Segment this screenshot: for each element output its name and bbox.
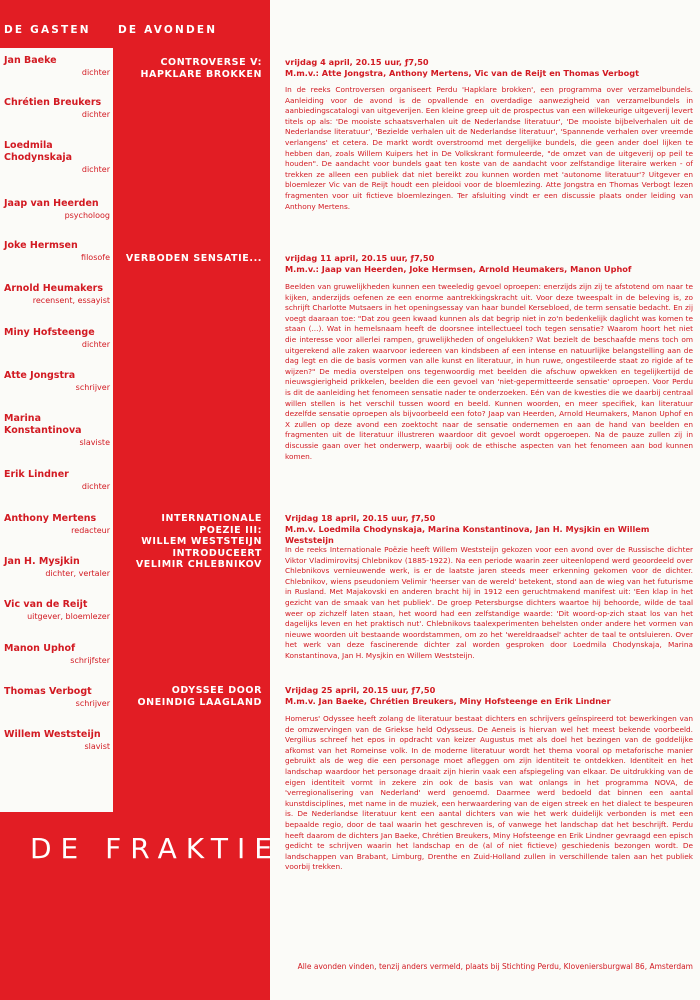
guest-name: Arnold Heumakers — [4, 283, 104, 294]
evening-date: vrijdag 4 april, 20.15 uur, ƒ7,50 — [285, 57, 429, 67]
header-gasten: DE GASTEN — [4, 24, 91, 36]
guest-name: Thomas Verbogt — [4, 686, 92, 697]
evening-body: In de reeks Internationale Poëzie heeft Willem Weststeijn gekozen voor een avond over de Russische dichter Viktor Vladimirovitsj Chlebnikov (1885-1922). Na een periode waarin zeer uiteenlopend werd geoordeeld over Chlebnikovs vernieuwende werk, is er de laatste jaren steeds meer erkenning gekomen voor de dichter. Chlebnikov, wiens pseudoniem Velimir 'heerser van de wereld' betekent, stond aan de wieg van het futurisme in Rusland. Met Majakovski en anderen bracht hij in 1912 een geruchtmakend manifest uit: 'Een klap in het gezicht van de smaak van het publiek'. De groep Petersburgse dichters waartoe hij behoorde, wilde de taal weer op zichzelf laten staan, het woord had een zelfstandige waarde: 'Dit woord-op-zich staat los van het dagelijks leven en het praktisch nut'. Chlebnikovs taalexperimenten behelsten onder andere het vormen van nieuwe woorden uit bestaande woordstammen, om zo het 'wereldraadsel' achter de taal te ontsluieren. Over het werk van deze fascinerende dichter zal worden gesproken door Loedmila Chodynskaja, Marina Konstantinova, Jan H. Mysjkin en Willem Weststeijn. — [285, 545, 693, 660]
heading-line: HAPKLARE BROKKEN — [140, 68, 262, 80]
guest-role: redacteur — [71, 526, 110, 535]
evening-with: M.m.v. Jan Baeke, Chrétien Breukers, Miny Hofsteenge en Erik Lindner — [285, 696, 611, 706]
guest-item — [4, 240, 110, 263]
guest-role: filosofe — [81, 253, 110, 262]
guest-role: psycholoog — [64, 211, 110, 220]
guest-name: Marina Konstantinova — [4, 413, 82, 436]
heading-line: ODYSSEE DOOR — [171, 685, 262, 696]
guest-role: recensent, essayist — [32, 296, 110, 305]
guest-item — [4, 729, 110, 752]
guest-name: Vic van de Reijt — [4, 599, 88, 610]
guest-role: slaviste — [79, 438, 110, 447]
evening-meta — [285, 57, 693, 79]
guest-name: Jan H. Mysjkin — [4, 556, 80, 567]
evening-meta — [285, 253, 693, 275]
guest-role: dichter — [81, 68, 110, 77]
heading-line: INTERNATIONALE — [161, 513, 262, 524]
guest-name: Miny Hofsteenge — [4, 327, 95, 338]
guest-name: Manon Uphof — [4, 643, 76, 654]
evening-date: vrijdag 11 april, 20.15 uur, ƒ7,50 — [285, 253, 435, 263]
heading-line: INTRODUCEERT — [172, 547, 262, 559]
guest-role: dichter — [81, 340, 110, 349]
guest-role: dichter — [81, 482, 110, 491]
header-avonden: DE AVONDEN — [118, 24, 218, 36]
guest-name: Jaap van Heerden — [4, 198, 99, 209]
guest-name: Joke Hermsen — [4, 240, 78, 251]
footer-note: Alle avonden vinden, tenzij anders vermeld, plaats bij Stichting Perdu, Kloveniersburgwal 86, Amsterdam — [297, 962, 693, 971]
evening-heading — [118, 253, 262, 265]
guest-role: schrijver — [75, 383, 110, 392]
guest-item — [4, 643, 110, 666]
evening-with: M.m.v.: Atte Jongstra, Anthony Mertens, Vic van de Reijt en Thomas Verbogt — [285, 68, 639, 78]
evening-date: Vrijdag 25 april, 20.15 uur, ƒ7,50 — [285, 685, 436, 695]
guest-role: slavist — [84, 742, 110, 751]
guest-role: schrijfster — [70, 656, 110, 665]
guest-item — [4, 599, 110, 622]
guest-name: Atte Jongstra — [4, 370, 76, 381]
guest-name: Anthony Mertens — [4, 513, 97, 524]
guest-item — [4, 283, 110, 306]
guest-item — [4, 327, 110, 350]
guest-item — [4, 469, 110, 492]
evening-body: In de reeks Controversen organiseert Perdu 'Hapklare brokken', een programma over verzamelbundels. Aanleiding voor de avond is de opvallende en overdadige aanwezigheid van verzamelbundels in aanbiedingscatalogi van uitgeverijen. Een kleine greep uit de prospectus van een willekeurige uitgeverij levert titels op als: 'De mooiste schaatsverhalen uit de Nederlandse literatuur', 'De mooiste bijbelverhalen uit de Nederlandse literatuur', 'Bezielde verhalen uit de Nederlandse literatuur', 'Spannende verhalen over vreemde verlangens' et cetera. De markt wordt overstroomd met dergelijke bundels, die geen ander doel lijken te hebben dan, zoals Willem Kuipers het in De Volkskrant formuleerde, "de omzet van de uitgeverij op peil te houden". De aandacht voor bundels gaat ten koste van de aandacht voor zelfstandige literaire werken - of trekken ze alleen een publiek dat niet bereikt zou kunnen worden met 'autonome literatuur'? Uitgever en bloemlezer Vic van de Reijt houdt een pleidooi voor de bloemlezing. Atte Jongstra en Thomas Verbogt lezen fragmenten voor uit fictieve bloemlezingen. Ter afsluiting vindt er een discussie plaats onder leiding van Anthony Mertens. — [285, 85, 693, 211]
evening-meta — [285, 685, 693, 707]
guest-item — [4, 370, 110, 393]
guest-name: Chrétien Breukers — [4, 97, 102, 108]
guest-item — [4, 198, 110, 221]
guest-name: Erik Lindner — [4, 469, 69, 480]
evening-body: Beelden van gruwelijkheden kunnen een tweeledig gevoel oproepen: enerzijds zijn zij te afstotend om naar te kijken, anderzijds oefenen ze een enorme aantrekkingskracht uit. Voor deze tweespalt in de beleving is, zo schrijft Charlotte Mutsaers in het openingsessay van haar bundel Kersebloed, de term sensatie bedacht. En zij voegt daaraan toe: "Dat zou geen kwaad kunnen als dat begrip niet in zo'n bedenkelijk daglicht was komen te staan (...). Wat in hemelsnaam heeft de doorsnee intellectueel toch tegen sensatie? Waarom hoort het niet die interesse voor allerlei rampen, gruwelijkheden of ongelukken? Wat bezielt de beschaafde mens toch om uitgerekend alle zaken waarvoor iedereen van kindsbeen af een intense en natuurlijke belangstelling aan de dag legt en die de basis vormen van alle kunst en literatuur, in hun ruwe, ongestileerde staat zo rigide af te wijzen?" De media overstelpen ons tegenwoordig met beelden die afschuw opwekken en tegelijkertijd de nieuwsgierigheid prikkelen, beelden die een gevoel van 'niet-gepermitteerde sensatie' oproepen. Voor Perdu is dit de aanleiding het fenomeen sensatie nader te onderzoeken. Eén van de kwesties die we daarbij centraal willen stellen is het verschil tussen woord en beeld. Kunnen woorden, en meer specifiek, kan literatuur dezelfde sensatie oproepen als bijvoorbeeld een foto? Jaap van Heerden, Arnold Heumakers, Manon Uphof en X zullen op deze avond een zoektocht naar de sensatie ondernemen en aan de hand van beelden en fragmenten uit de literatuur illustreren waardoor dit gevoel wordt opgeroepen. Na de pauze zullen zij in discussie gaan over het onderwerp, waarbij ook de ethische aspecten van het fenomeen aan bod kunnen komen. — [285, 282, 693, 461]
evening-heading — [118, 57, 262, 80]
guest-item — [4, 513, 110, 536]
brand-title: DE FRAKTIE — [30, 832, 281, 865]
evening-with: M.m.v. Loedmila Chodynskaja, Marina Konstantinova, Jan H. Mysjkin en Willem Weststeijn — [285, 524, 650, 545]
heading-line: ONEINDIG LAAGLAND — [137, 696, 262, 708]
guest-item — [4, 686, 110, 709]
guest-role: dichter — [81, 165, 110, 174]
guest-name: Willem Weststeijn — [4, 729, 101, 740]
guest-role: uitgever, bloemlezer — [27, 612, 110, 621]
guest-role: dichter, vertaler — [45, 569, 110, 578]
guest-name: Jan Baeke — [4, 55, 57, 66]
evening-with: M.m.v.: Jaap van Heerden, Joke Hermsen, Arnold Heumakers, Manon Uphof — [285, 264, 632, 274]
heading-line: VELIMIR CHLEBNIKOV — [135, 559, 262, 570]
guest-item — [4, 55, 110, 78]
heading-line: POEZIE III: — [199, 524, 262, 536]
guest-name: Loedmila Chodynskaja — [4, 140, 73, 163]
evening-date: Vrijdag 18 april, 20.15 uur, ƒ7,50 — [285, 513, 436, 523]
heading-line: VERBODEN SENSATIE... — [125, 253, 262, 264]
guest-item — [4, 97, 110, 120]
guest-role: schrijver — [75, 699, 110, 708]
evening-meta — [285, 513, 693, 546]
guest-item — [4, 140, 110, 175]
heading-line: CONTROVERSE V: — [160, 57, 262, 68]
evening-body: Homerus' Odyssee heeft zolang de literatuur bestaat dichters en schrijvers geïnspireerd tot bewerkingen van de omzwervingen van de Griekse held Odysseus. De Aeneis is hiervan wel het meest bekende voorbeeld. Vergilius schreef het epos in opdracht van keizer Augustus met als doel het bezingen van de goddelijke afkomst van het Romeinse volk. In de moderne literatuur wordt het thema vooral op metaforische manier gebruikt als de weg die een personage moet afleggen om zijn identiteit te ontdekken. Identiteit en het landschap waardoor het personage draait zijn hierin vaak een afspiegeling van elkaar. De uitdrukking van de eigen identiteit vormt in zekere zin ook de basis van wat onlangs in het programma NOVA, de 'verregionalisering van Nederland' werd genoemd. Daarmee werd bedoeld dat binnen een aantal kunstdisciplines, met name in de muziek, een herwaardering van de eigen streek en het dialect te bespeuren is. De Nederlandse literatuur kent een aantal dichters van wie het werk duidelijk verbonden is met een bepaalde regio, door de taal waarin het geschreven is, of vanwege het landschap dat het beschrijft. Perdu heeft daarom de dichters Jan Baeke, Chrétien Breukers, Miny Hofsteenge en Erik Lindner gevraagd een episch gedicht te schrijven waarin het landschap en de (al of niet fictieve) geschiedenis bezongen wordt. De landschappen van Brabant, Limburg, Drenthe en Zuid-Holland zullen in verschillende talen aan het publiek voorbij trekken. — [285, 714, 693, 872]
evening-heading — [118, 513, 262, 571]
evening-heading — [118, 685, 262, 708]
guest-item — [4, 413, 110, 448]
guest-item — [4, 556, 110, 579]
heading-line: WILLEM WESTSTEIJN — [141, 536, 262, 547]
guest-role: dichter — [81, 110, 110, 119]
